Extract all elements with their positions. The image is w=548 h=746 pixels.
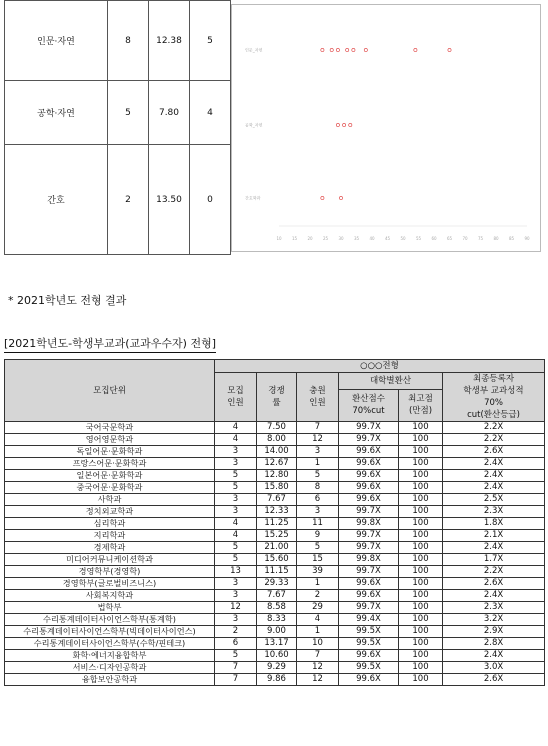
grade-cell: 2.4X (443, 458, 545, 470)
unit-cell: 경제학과 (5, 542, 215, 554)
table-row (5, 506, 545, 518)
track-cell: 공학·자연 (5, 81, 108, 145)
max-score-cell: 100 (399, 626, 443, 638)
recruit-cell: 3 (215, 446, 257, 458)
added-cell: 7 (297, 422, 339, 434)
header-added: 충원 인원 (297, 373, 339, 422)
ratio-cell: 13.17 (257, 638, 297, 650)
recruit-cell: 4 (215, 434, 257, 446)
table-row (5, 434, 545, 446)
top-table-row (5, 1, 231, 81)
conv-score-cell: 99.6X (339, 470, 399, 482)
ratio-cell: 9.00 (257, 626, 297, 638)
conv-score-cell: 99.7X (339, 530, 399, 542)
max-score-cell: 100 (399, 578, 443, 590)
ratio-cell: 15.80 (257, 482, 297, 494)
recruit-cell: 12 (215, 602, 257, 614)
grade-cell: 2.5X (443, 494, 545, 506)
top-table-row (5, 81, 231, 145)
grade-cell: 2.6X (443, 674, 545, 686)
x-tick-label: 85 (508, 236, 515, 241)
unit-cell: 프랑스어문·문화학과 (5, 458, 215, 470)
unit-cell: 수리통계데이터사이언스학부(수학/핀테크) (5, 638, 215, 650)
conv-score-cell: 99.8X (339, 518, 399, 530)
unit-cell: 사학과 (5, 494, 215, 506)
grade-cell: 2.2X (443, 566, 545, 578)
table-row (5, 590, 545, 602)
table-row (5, 650, 545, 662)
x-tick-label: 40 (369, 236, 375, 241)
top-table-row (5, 145, 231, 255)
ratio-cell: 21.00 (257, 542, 297, 554)
added-cell: 11 (297, 518, 339, 530)
recruit-cell: 6 (215, 638, 257, 650)
results-table (4, 359, 545, 686)
recruit-cell: 4 (215, 518, 257, 530)
max-score-cell: 100 (399, 434, 443, 446)
max-score-cell: 100 (399, 554, 443, 566)
grade-cell: 2.3X (443, 506, 545, 518)
conv-score-cell: 99.7X (339, 506, 399, 518)
conv-score-cell: 99.4X (339, 614, 399, 626)
unit-cell: 융합보안공학과 (5, 674, 215, 686)
table-row (5, 470, 545, 482)
max-score-cell: 100 (399, 494, 443, 506)
added-cell: 12 (297, 434, 339, 446)
table-row (5, 482, 545, 494)
grade-cell: 2.4X (443, 650, 545, 662)
table-row (5, 422, 545, 434)
max-score-cell: 100 (399, 458, 443, 470)
ratio-cell: 13.50 (149, 145, 190, 255)
results-table-body (5, 422, 545, 686)
max-score-cell: 100 (399, 566, 443, 578)
table-row (5, 602, 545, 614)
conv-score-cell: 99.6X (339, 590, 399, 602)
table-row (5, 494, 545, 506)
added-cell: 5 (297, 542, 339, 554)
unit-cell: 화학·에너지융합학부 (5, 650, 215, 662)
x-tick-label: 80 (493, 236, 499, 241)
ratio-cell: 15.25 (257, 530, 297, 542)
unit-cell: 지리학과 (5, 530, 215, 542)
results-table-header (5, 360, 545, 422)
recruit-cell: 4 (215, 422, 257, 434)
added-cell: 15 (297, 554, 339, 566)
added-cell: 9 (297, 530, 339, 542)
grade-cell: 2.1X (443, 530, 545, 542)
grade-cell: 2.4X (443, 590, 545, 602)
conv-score-cell: 99.6X (339, 458, 399, 470)
unit-cell: 수리통계데이터사이언스학부(빅데이터사이언스) (5, 626, 215, 638)
ratio-cell: 8.58 (257, 602, 297, 614)
max-score-cell: 100 (399, 662, 443, 674)
recruit-cell: 7 (215, 674, 257, 686)
ratio-cell: 10.60 (257, 650, 297, 662)
conv-score-cell: 99.7X (339, 542, 399, 554)
ratio-cell: 12.38 (149, 1, 190, 81)
x-tick-label: 70 (462, 236, 468, 241)
table-row (5, 662, 545, 674)
category-label: 간호학과 (245, 195, 261, 201)
recruit-cell: 7 (215, 662, 257, 674)
table-row (5, 578, 545, 590)
grade-cell: 2.4X (443, 470, 545, 482)
category-label: 인문_자연 (245, 47, 263, 53)
track-cell: 간호 (5, 145, 108, 255)
x-tick-label: 10 (276, 236, 282, 241)
added-cell: 4 (190, 81, 231, 145)
grade-cell: 3.2X (443, 614, 545, 626)
max-score-cell: 100 (399, 602, 443, 614)
ratio-cell: 11.25 (257, 518, 297, 530)
table-row (5, 626, 545, 638)
grade-cell: 2.6X (443, 446, 545, 458)
added-cell: 1 (297, 626, 339, 638)
unit-cell: 법학부 (5, 602, 215, 614)
grade-cell: 2.9X (443, 626, 545, 638)
added-cell: 3 (297, 506, 339, 518)
header-unit: 모집단위 (5, 360, 215, 422)
recruit-cell: 3 (215, 590, 257, 602)
table-row (5, 674, 545, 686)
max-score-cell: 100 (399, 446, 443, 458)
header-recruit: 모집 인원 (215, 373, 257, 422)
added-cell: 5 (190, 1, 231, 81)
recruit-cell: 4 (215, 530, 257, 542)
x-tick-label: 65 (446, 236, 453, 241)
mini-scatter-chart (231, 4, 541, 252)
grade-cell: 2.3X (443, 602, 545, 614)
conv-score-cell: 99.7X (339, 434, 399, 446)
recruit-cell: 5 (215, 542, 257, 554)
ratio-cell: 12.33 (257, 506, 297, 518)
added-cell: 3 (297, 446, 339, 458)
chart-frame (232, 5, 541, 252)
max-score-cell: 100 (399, 674, 443, 686)
unit-cell: 영어영문학과 (5, 434, 215, 446)
max-score-cell: 100 (399, 590, 443, 602)
conv-score-cell: 99.8X (339, 554, 399, 566)
recruit-cell: 3 (215, 614, 257, 626)
table-row (5, 446, 545, 458)
ratio-cell: 9.86 (257, 674, 297, 686)
x-tick-label: 60 (431, 236, 437, 241)
grade-cell: 3.0X (443, 662, 545, 674)
added-cell: 29 (297, 602, 339, 614)
max-score-cell: 100 (399, 614, 443, 626)
ratio-cell: 7.50 (257, 422, 297, 434)
added-cell: 10 (297, 638, 339, 650)
header-ratio: 경쟁 률 (257, 373, 297, 422)
table-row (5, 554, 545, 566)
x-tick-label: 50 (400, 236, 406, 241)
recruit-cell: 3 (215, 578, 257, 590)
table-row (5, 530, 545, 542)
added-cell: 1 (297, 458, 339, 470)
ratio-cell: 12.67 (257, 458, 297, 470)
table-row (5, 638, 545, 650)
ratio-cell: 14.00 (257, 446, 297, 458)
unit-cell: 수리통계데이터사이언스학부(통계학) (5, 614, 215, 626)
conv-score-cell: 99.5X (339, 638, 399, 650)
conv-score-cell: 99.7X (339, 602, 399, 614)
max-score-cell: 100 (399, 518, 443, 530)
recruit-cell: 5 (215, 650, 257, 662)
unit-cell: 서비스·디자인공학과 (5, 662, 215, 674)
max-score-cell: 100 (399, 638, 443, 650)
max-score-cell: 100 (399, 422, 443, 434)
header-conv-score: 환산점수 70%cut (339, 389, 399, 421)
recruit-cell: 5 (215, 482, 257, 494)
grade-cell: 1.8X (443, 518, 545, 530)
grade-cell: 2.8X (443, 638, 545, 650)
conv-score-cell: 99.7X (339, 422, 399, 434)
recruit-cell: 8 (108, 1, 149, 81)
max-score-cell: 100 (399, 530, 443, 542)
grade-cell: 2.4X (443, 542, 545, 554)
max-score-cell: 100 (399, 650, 443, 662)
x-tick-label: 35 (353, 236, 360, 241)
max-score-cell: 100 (399, 506, 443, 518)
ratio-cell: 8.00 (257, 434, 297, 446)
added-cell: 4 (297, 614, 339, 626)
table-row (5, 542, 545, 554)
added-cell: 0 (190, 145, 231, 255)
added-cell: 6 (297, 494, 339, 506)
table-row (5, 614, 545, 626)
unit-cell: 중국어문·문화학과 (5, 482, 215, 494)
unit-cell: 경영학부(글로벌비즈니스) (5, 578, 215, 590)
added-cell: 7 (297, 650, 339, 662)
conv-score-cell: 99.6X (339, 494, 399, 506)
recruit-cell: 5 (215, 554, 257, 566)
grade-cell: 2.2X (443, 434, 545, 446)
recruit-cell: 3 (215, 458, 257, 470)
recruit-cell: 2 (108, 145, 149, 255)
added-cell: 39 (297, 566, 339, 578)
ratio-cell: 9.29 (257, 662, 297, 674)
unit-cell: 독일어문·문화학과 (5, 446, 215, 458)
recruit-cell: 3 (215, 494, 257, 506)
unit-cell: 사회복지학과 (5, 590, 215, 602)
unit-cell: 국어국문학과 (5, 422, 215, 434)
ratio-cell: 29.33 (257, 578, 297, 590)
max-score-cell: 100 (399, 542, 443, 554)
section-heading: * 2021학년도 전형 결과 (8, 294, 127, 307)
ratio-cell: 7.67 (257, 494, 297, 506)
track-cell: 인문·자연 (5, 1, 108, 81)
x-tick-label: 25 (322, 236, 329, 241)
conv-score-cell: 99.6X (339, 578, 399, 590)
added-cell: 8 (297, 482, 339, 494)
conv-score-cell: 99.5X (339, 662, 399, 674)
recruit-cell: 5 (108, 81, 149, 145)
grade-cell: 1.7X (443, 554, 545, 566)
max-score-cell: 100 (399, 470, 443, 482)
category-label: 공학_자연 (245, 122, 263, 128)
unit-cell: 정치외교학과 (5, 506, 215, 518)
unit-cell: 미디어커뮤니케이션학과 (5, 554, 215, 566)
x-tick-label: 20 (307, 236, 313, 241)
conv-score-cell: 99.6X (339, 650, 399, 662)
added-cell: 12 (297, 662, 339, 674)
unit-cell: 심리학과 (5, 518, 215, 530)
x-tick-label: 45 (384, 236, 391, 241)
x-tick-label: 15 (291, 236, 298, 241)
grade-cell: 2.6X (443, 578, 545, 590)
conv-score-cell: 99.6X (339, 446, 399, 458)
ratio-cell: 12.80 (257, 470, 297, 482)
ratio-cell: 7.67 (257, 590, 297, 602)
recruit-cell: 5 (215, 470, 257, 482)
added-cell: 12 (297, 674, 339, 686)
ratio-cell: 11.15 (257, 566, 297, 578)
conv-score-cell: 99.6X (339, 482, 399, 494)
top-summary-table (4, 0, 231, 255)
header-max-score: 최고점 (만점) (399, 389, 443, 421)
header-final: 최종등록자 학생부 교과성적 70% cut(환산등급) (443, 373, 545, 422)
recruit-cell: 13 (215, 566, 257, 578)
table-caption: [2021학년도-학생부교과(교과우수자) 전형] (4, 335, 216, 353)
ratio-cell: 7.80 (149, 81, 190, 145)
unit-cell: 일본어문·문화학과 (5, 470, 215, 482)
header-group: ○○○전형 (215, 360, 545, 373)
added-cell: 1 (297, 578, 339, 590)
grade-cell: 2.2X (443, 422, 545, 434)
unit-cell: 경영학부(경영학) (5, 566, 215, 578)
conv-score-cell: 99.6X (339, 674, 399, 686)
grade-cell: 2.4X (443, 482, 545, 494)
x-tick-label: 90 (524, 236, 530, 241)
added-cell: 5 (297, 470, 339, 482)
ratio-cell: 8.33 (257, 614, 297, 626)
recruit-cell: 3 (215, 506, 257, 518)
table-row (5, 566, 545, 578)
added-cell: 2 (297, 590, 339, 602)
table-row (5, 458, 545, 470)
x-tick-label: 75 (477, 236, 484, 241)
recruit-cell: 2 (215, 626, 257, 638)
header-univ-conv: 대학별환산 (339, 373, 443, 390)
conv-score-cell: 99.7X (339, 566, 399, 578)
max-score-cell: 100 (399, 482, 443, 494)
table-row (5, 518, 545, 530)
x-tick-label: 55 (415, 236, 422, 241)
x-tick-label: 30 (338, 236, 344, 241)
ratio-cell: 15.60 (257, 554, 297, 566)
conv-score-cell: 99.5X (339, 626, 399, 638)
